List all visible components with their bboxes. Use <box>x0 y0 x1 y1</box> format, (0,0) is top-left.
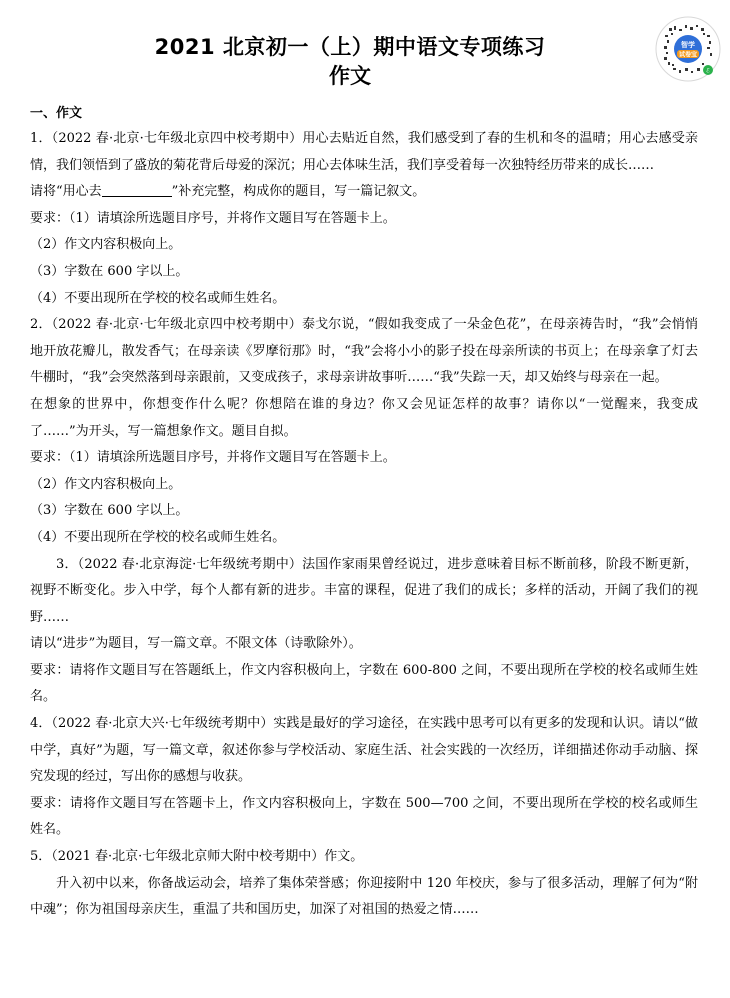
question-1-prompt-after: ”补充完整，构成你的题目，写一篇记叙文。 <box>171 184 426 200</box>
question-3-intro: 3．（2022 春·北京海淀·七年级统考期中）法国作家雨果曾经说过，进步意味着目标不断前移，阶段不断更新，视野不断变化。步入中学，每个人都有新的进步。丰富的课程，促进了我们的成长；多样的活动，开阔了我们的视野…… <box>30 556 698 625</box>
question-4-intro: 4．（2022 春·北京大兴·七年级统考期中）实践是最好的学习途径，在实践中思考可以有更多的发现和认识。请以“做中学，真好”为题，写一篇文章，叙述你参与学校活动、家庭生活、社会实践的一次经历，详细描述你动手动脑、探究发现的经过，写出你的感想与收获。 <box>30 716 698 785</box>
question-2-requirement-1: 要求：（1）请填涂所选题目序号，并将作文题目写在答题卡上。 <box>30 450 396 466</box>
document-body <box>30 104 698 924</box>
question-1-requirement-2: （2）作文内容积极向上。 <box>30 237 182 253</box>
question-3-prompt: 请以“进步”为题目，写一篇文章。不限文体（诗歌除外）。 <box>30 636 362 652</box>
question-2-prompt: 在想象的世界中，你想变作什么呢？你想陪在谁的身边？你又会见证怎样的故事？请你以“一觉醒来，我变成了……”为开头，写一篇想象作文。题目自拟。 <box>30 396 698 439</box>
question-5-body: 升入初中以来，你备战运动会，培养了集体荣誉感；你迎接附中 120 年校庆，参与了很多活动，理解了何为“附中魂”；你为祖国母亲庆生，重温了共和国历史，加深了对祖国的热爱之情…… <box>30 875 698 918</box>
fill-in-blank <box>102 182 172 197</box>
section-heading: 一、作文 <box>30 106 83 121</box>
question-1-prompt <box>30 179 698 206</box>
svg-text:智学: 智学 <box>681 41 695 49</box>
question-5-intro: 5．（2021 春·北京·七年级北京师大附中校考期中）作文。 <box>30 849 364 865</box>
question-2-intro: 2．（2022 春·北京·七年级北京四中校考期中）泰戈尔说，“假如我变成了一朵金色花”，在母亲祷告时，“我”会悄悄地开放花瓣儿，散发香气；在母亲读《罗摩衍那》时，“我”会将小小的影子投在母亲所读的书页上；在母亲拿了灯去牛棚时，“我”会突然落到母亲跟前，又变成孩子，求母亲讲故事听……“我”失踪一天，却又始终与母亲在一起。 <box>30 317 698 386</box>
svg-text:ℰ: ℰ <box>706 67 710 75</box>
page-title: 2021 北京初一（上）期中语文专项练习 <box>154 35 546 59</box>
question-1-prompt-before: 请将“用心去 <box>30 184 102 200</box>
question-1-requirement-1: 要求：（1）请填涂所选题目序号，并将作文题目写在答题卡上。 <box>30 210 396 226</box>
page-subtitle: 作文 <box>329 64 371 88</box>
question-2-requirement-4: （4）不要出现所在学校的校名或师生姓名。 <box>30 529 286 545</box>
question-1-intro: 1．（2022 春·北京·七年级北京四中校考期中）用心去贴近自然，我们感受到了春的生机和冬的温晴；用心去感受亲情，我们领悟到了盛放的菊花背后母爱的深沉；用心去体味生活，我们享受着每一次独特经历带来的成长…… <box>30 131 698 173</box>
question-1-requirement-3: （3）字数在 600 字以上。 <box>30 263 189 279</box>
svg-text:试卷宝: 试卷宝 <box>678 51 698 59</box>
question-4-requirement: 要求：请将作文题目写在答题卡上，作文内容积极向上，字数在 500—700 之间，不要出现所在学校的校名或师生姓名。 <box>30 795 698 838</box>
question-2-requirement-2: （2）作文内容积极向上。 <box>30 476 182 492</box>
question-1-requirement-4: （4）不要出现所在学校的校名或师生姓名。 <box>30 290 286 306</box>
question-2-requirement-3: （3）字数在 600 字以上。 <box>30 503 189 519</box>
question-3-requirement: 要求：请将作文题目写在答题纸上，作文内容积极向上，字数在 600-800 之间，不要出现所在学校的校名或师生姓名。 <box>30 662 698 705</box>
